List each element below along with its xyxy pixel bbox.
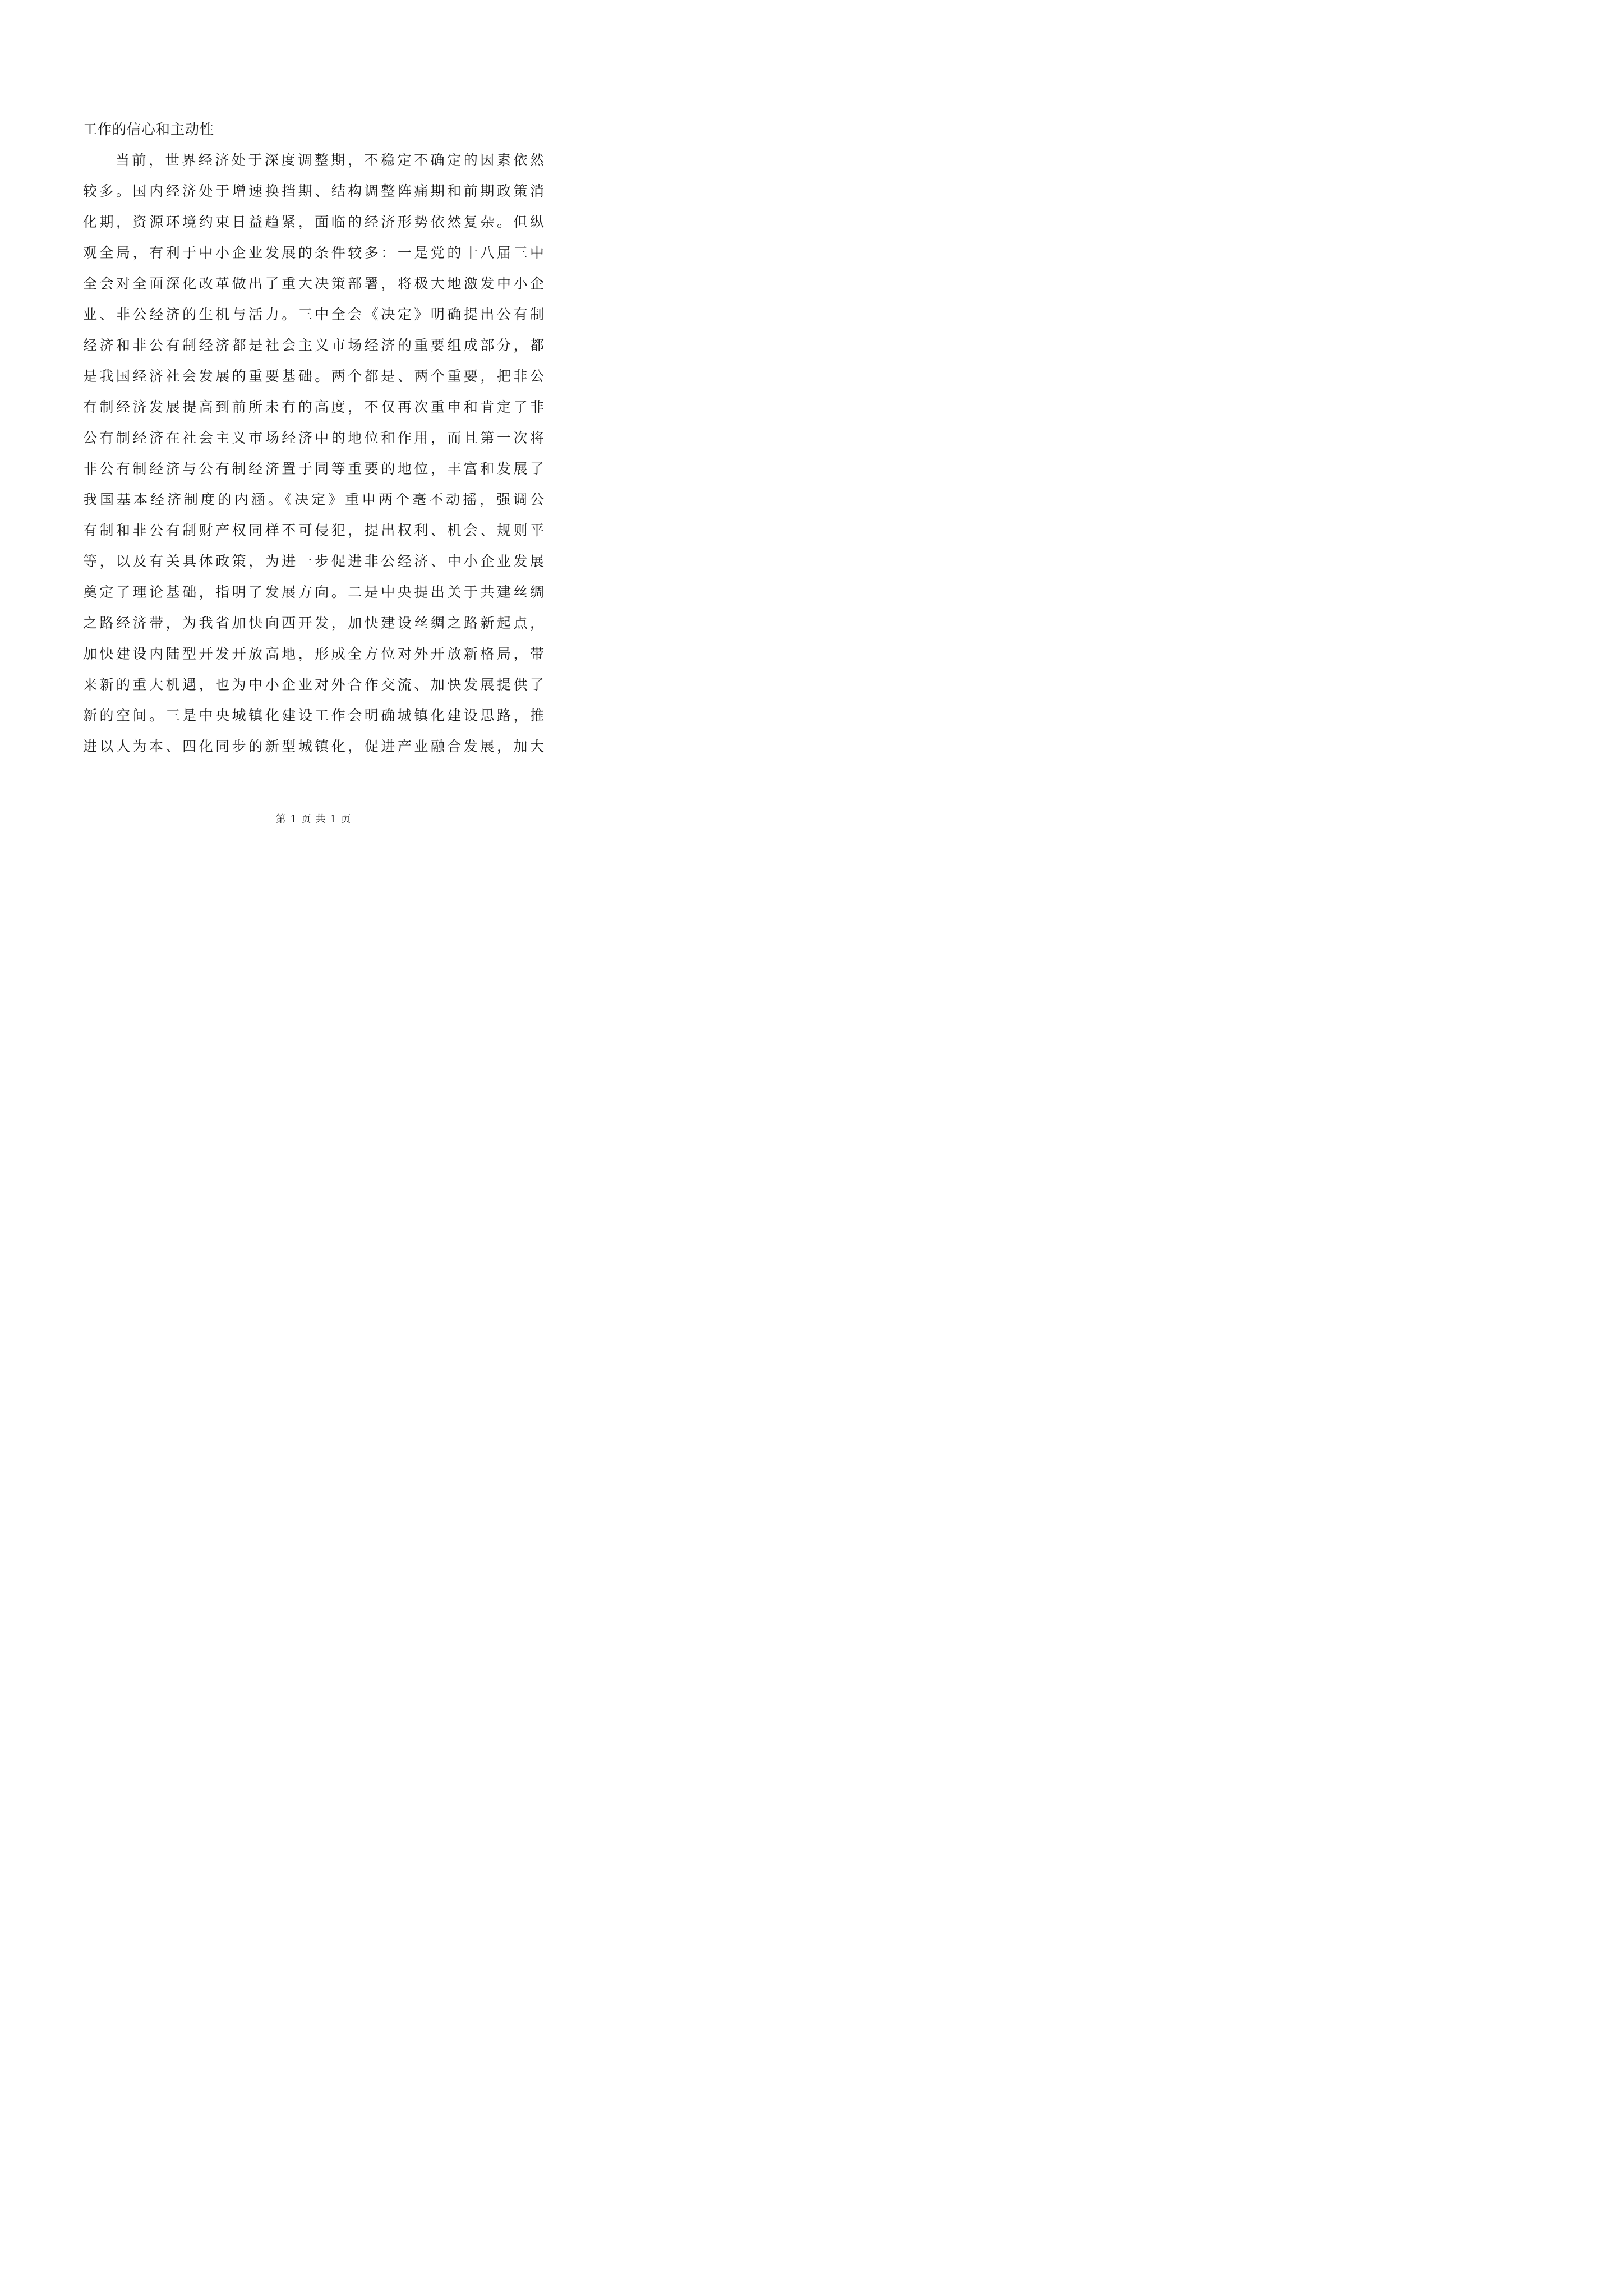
paragraph-line: 较多。国内经济处于增速换挡期、结构调整阵痛期和前期政策消 xyxy=(83,183,544,199)
paragraph-line: 是我国经济社会发展的重要基础。两个都是、两个重要，把非公 xyxy=(83,368,544,384)
page-number: 第 1 页 共 1 页 xyxy=(275,813,352,825)
paragraph-line: 经济和非公有制经济都是社会主义市场经济的重要组成部分，都 xyxy=(83,337,544,353)
paragraph-line: 业、非公经济的生机与活力。三中全会《决定》明确提出公有制 xyxy=(83,306,544,323)
paragraph-line: 全会对全面深化改革做出了重大决策部署，将极大地激发中小企 xyxy=(83,275,544,292)
paragraph-line: 公有制经济在社会主义市场经济中的地位和作用，而且第一次将 xyxy=(83,430,544,446)
paragraph-line: 进以人为本、四化同步的新型城镇化，促进产业融合发展，加大 xyxy=(83,738,544,754)
paragraph-line: 我国基本经济制度的内涵。《决定》重申两个毫不动摇，强调公 xyxy=(83,491,544,508)
paragraph-line: 奠定了理论基础，指明了发展方向。二是中央提出关于共建丝绸 xyxy=(83,584,544,600)
paragraph-line: 加快建设内陆型开发开放高地，形成全方位对外开放新格局，带 xyxy=(83,646,544,662)
document-page xyxy=(0,0,627,887)
paragraph-line: 化期，资源环境约束日益趋紧，面临的经济形势依然复杂。但纵 xyxy=(83,214,544,230)
paragraph-line: 观全局，有利于中小企业发展的条件较多：一是党的十八届三中 xyxy=(83,245,544,261)
paragraph-line: 有制和非公有制财产权同样不可侵犯，提出权利、机会、规则平 xyxy=(83,522,544,539)
paragraph-line: 之路经济带，为我省加快向西开发，加快建设丝绸之路新起点， xyxy=(83,615,544,631)
paragraph-line: 新的空间。三是中央城镇化建设工作会明确城镇化建设思路，推 xyxy=(83,707,544,724)
paragraph-line: 当前，世界经济处于深度调整期，不稳定不确定的因素依然 xyxy=(116,152,544,168)
heading-line: 工作的信心和主动性 xyxy=(83,121,215,137)
paragraph-line: 有制经济发展提高到前所未有的高度，不仅再次重申和肯定了非 xyxy=(83,399,544,415)
paragraph-line: 等，以及有关具体政策，为进一步促进非公经济、中小企业发展 xyxy=(83,553,544,569)
paragraph-line: 来新的重大机遇，也为中小企业对外合作交流、加快发展提供了 xyxy=(83,677,544,693)
paragraph-line: 非公有制经济与公有制经济置于同等重要的地位，丰富和发展了 xyxy=(83,461,544,477)
